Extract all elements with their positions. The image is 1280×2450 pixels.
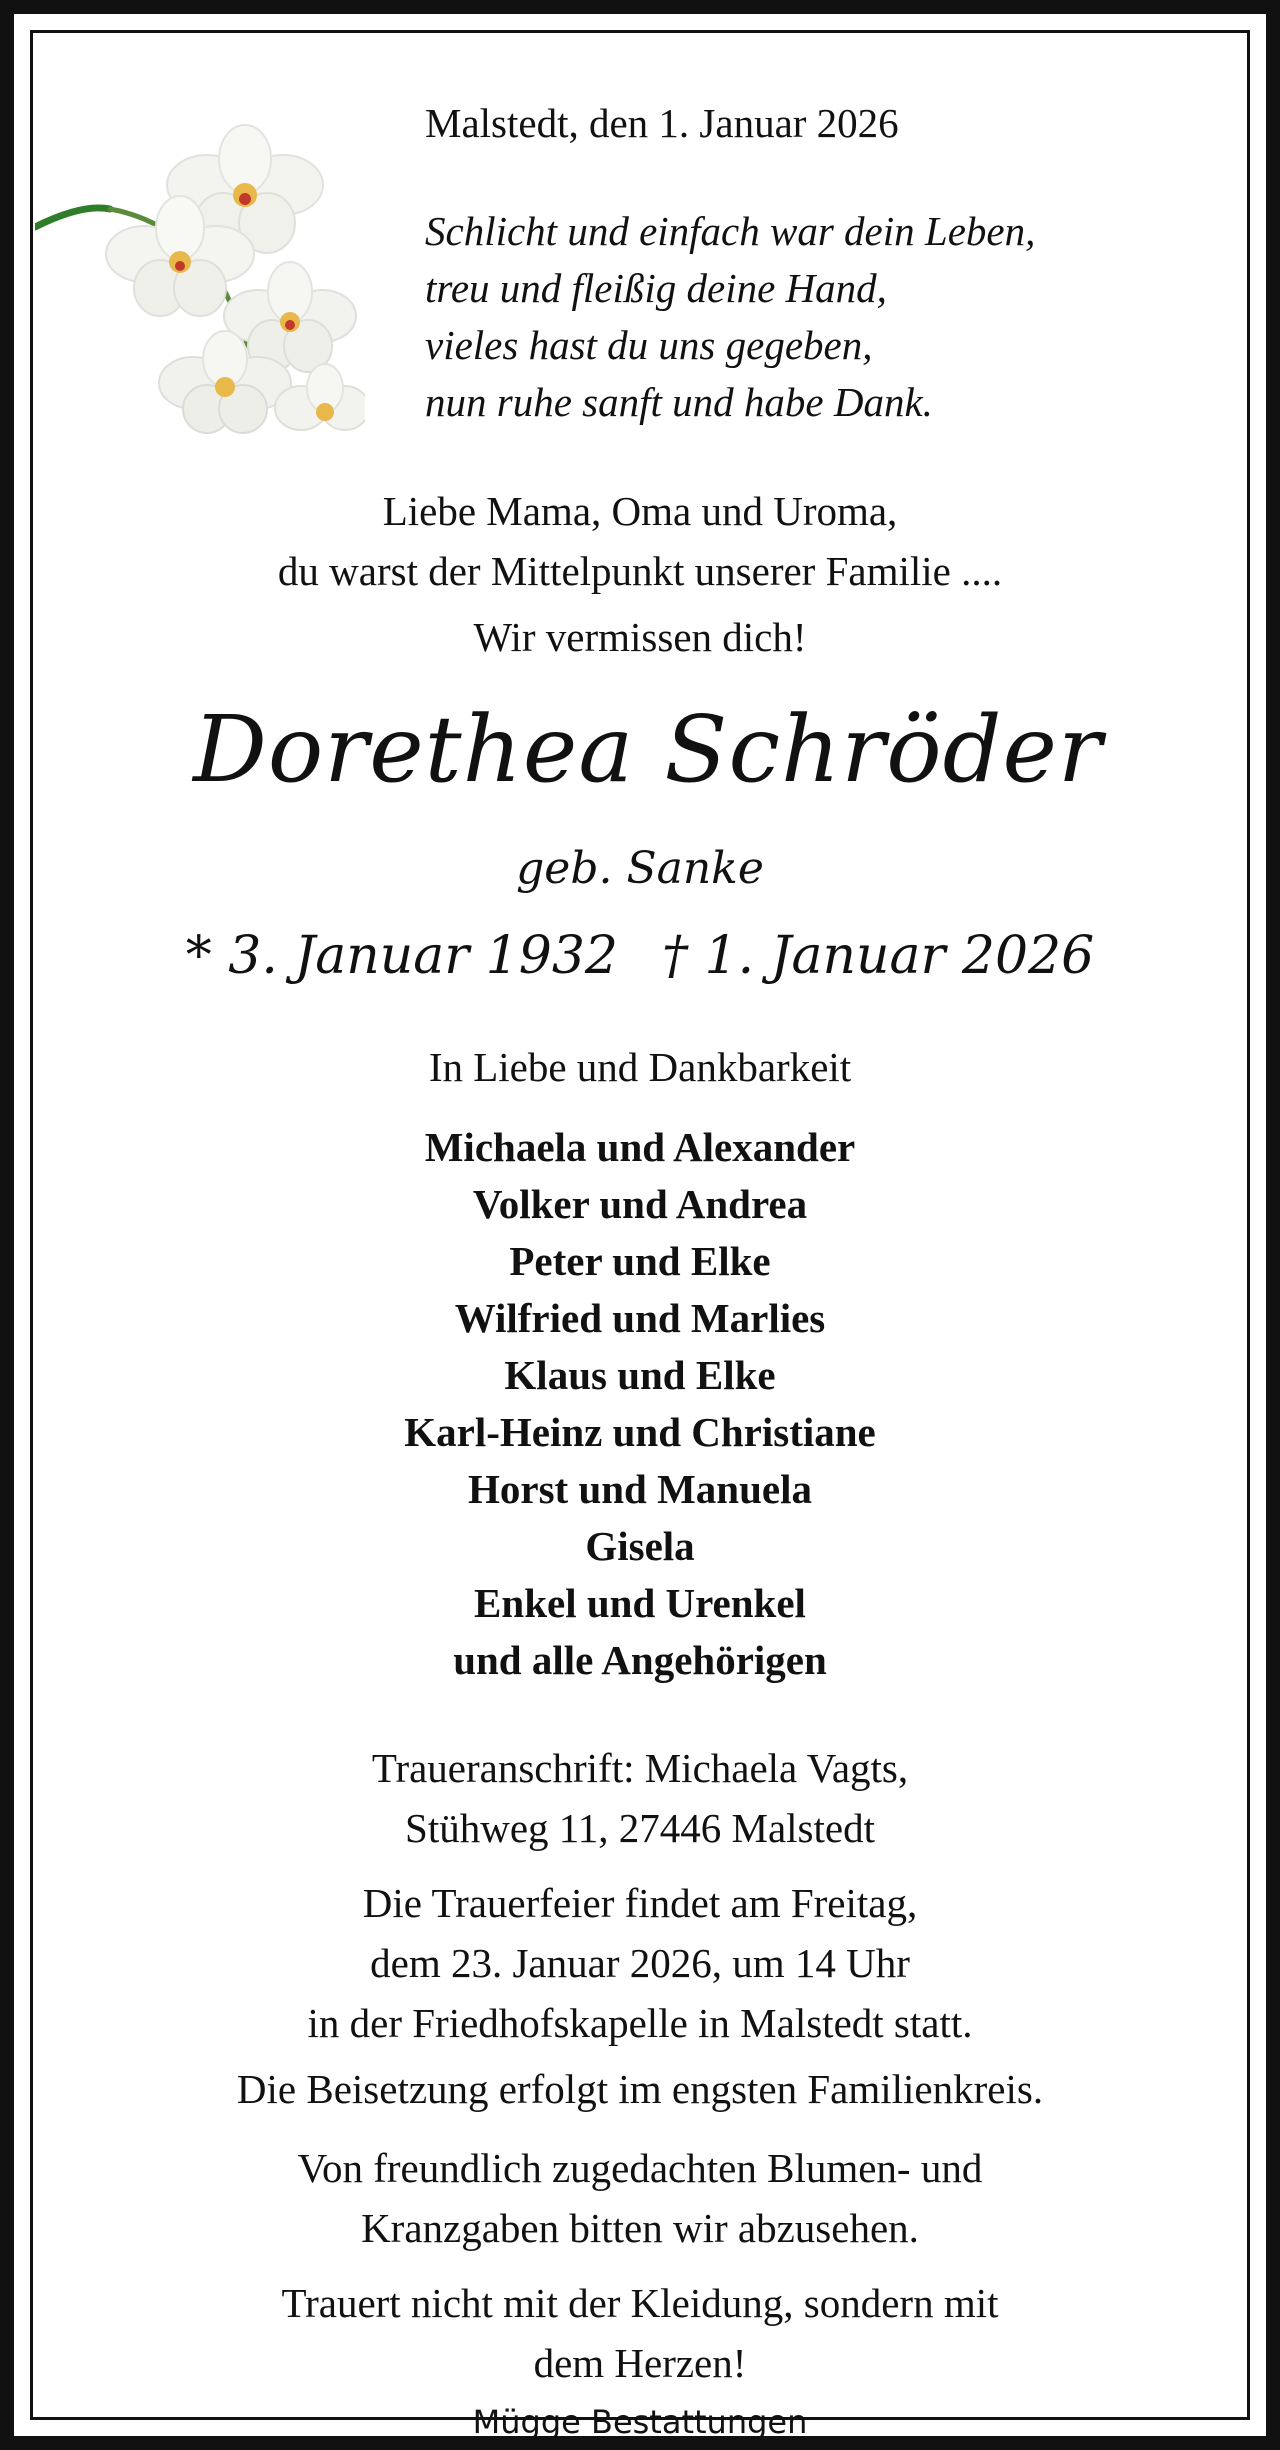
- service-line: in der Friedhofskapelle in Malstedt statt.: [307, 2000, 973, 2046]
- flowers-note-line: Von freundlich zugedachten Blumen- und: [297, 2145, 983, 2191]
- poem: [425, 203, 1035, 431]
- place-date: Malstedt, den 1. Januar 2026: [425, 100, 899, 146]
- mourner-entry: Peter und Elke: [509, 1238, 771, 1284]
- mourners-list: [33, 1119, 1247, 1689]
- mourner-entry: Gisela: [585, 1523, 695, 1569]
- dress-note-line: dem Herzen!: [533, 2340, 747, 2386]
- undertaker-name: Mügge Bestattungen: [472, 2403, 808, 2441]
- funeral-service-info: [33, 1873, 1247, 2053]
- mourner-entry: Horst und Manuela: [468, 1466, 812, 1512]
- mourner-entry: Volker und Andrea: [472, 1181, 808, 1227]
- greeting: [33, 481, 1247, 601]
- mourner-entry: und alle Angehörigen: [453, 1637, 827, 1683]
- dress-note: [33, 2273, 1247, 2393]
- obituary-frame: [14, 14, 1266, 2441]
- deceased-name: Dorethea Schröder: [193, 696, 1103, 803]
- maiden-name: geb. Sanke: [516, 843, 764, 894]
- death-date: † 1. Januar 2026: [662, 926, 1095, 986]
- poem-line: nun ruhe sanft und habe Dank.: [425, 379, 933, 425]
- poem-line: vieles hast du uns gegeben,: [425, 322, 873, 368]
- service-line: Die Trauerfeier findet am Freitag,: [362, 1880, 918, 1926]
- mourner-entry: Wilfried und Marlies: [454, 1295, 826, 1341]
- greeting-line: Liebe Mama, Oma und Uroma,: [382, 488, 898, 534]
- poem-line: Schlicht und einfach war dein Leben,: [425, 208, 1036, 254]
- mourner-entry: Klaus und Elke: [504, 1352, 776, 1398]
- dress-note-line: Trauert nicht mit der Kleidung, sondern mit: [281, 2280, 999, 2326]
- miss-line: Wir vermissen dich!: [473, 614, 807, 660]
- flowers-note-line: Kranzgaben bitten wir abzusehen.: [361, 2205, 919, 2251]
- mourner-entry: Michaela und Alexander: [424, 1124, 856, 1170]
- greeting-line: du warst der Mittelpunkt unserer Familie ....: [277, 548, 1003, 594]
- mourning-address: [33, 1738, 1247, 1858]
- burial-note: Die Beisetzung erfolgt im engsten Familienkreis.: [236, 2066, 1044, 2112]
- thanks-line: In Liebe und Dankbarkeit: [428, 1044, 852, 1090]
- service-line: dem 23. Januar 2026, um 14 Uhr: [370, 1940, 910, 1986]
- address-line: Traueranschrift: Michaela Vagts,: [371, 1745, 909, 1791]
- obituary-border: [30, 30, 1250, 2441]
- address-line: Stühweg 11, 27446 Malstedt: [405, 1805, 875, 1851]
- mourner-entry: Enkel und Urenkel: [474, 1580, 806, 1626]
- birth-date: * 3. Januar 1932: [185, 926, 618, 986]
- flowers-note: [33, 2138, 1247, 2258]
- mourner-entry: Karl-Heinz und Christiane: [404, 1409, 876, 1455]
- white-orchid-icon: [35, 87, 365, 447]
- poem-line: treu und fleißig deine Hand,: [425, 265, 887, 311]
- life-dates: [33, 926, 1247, 986]
